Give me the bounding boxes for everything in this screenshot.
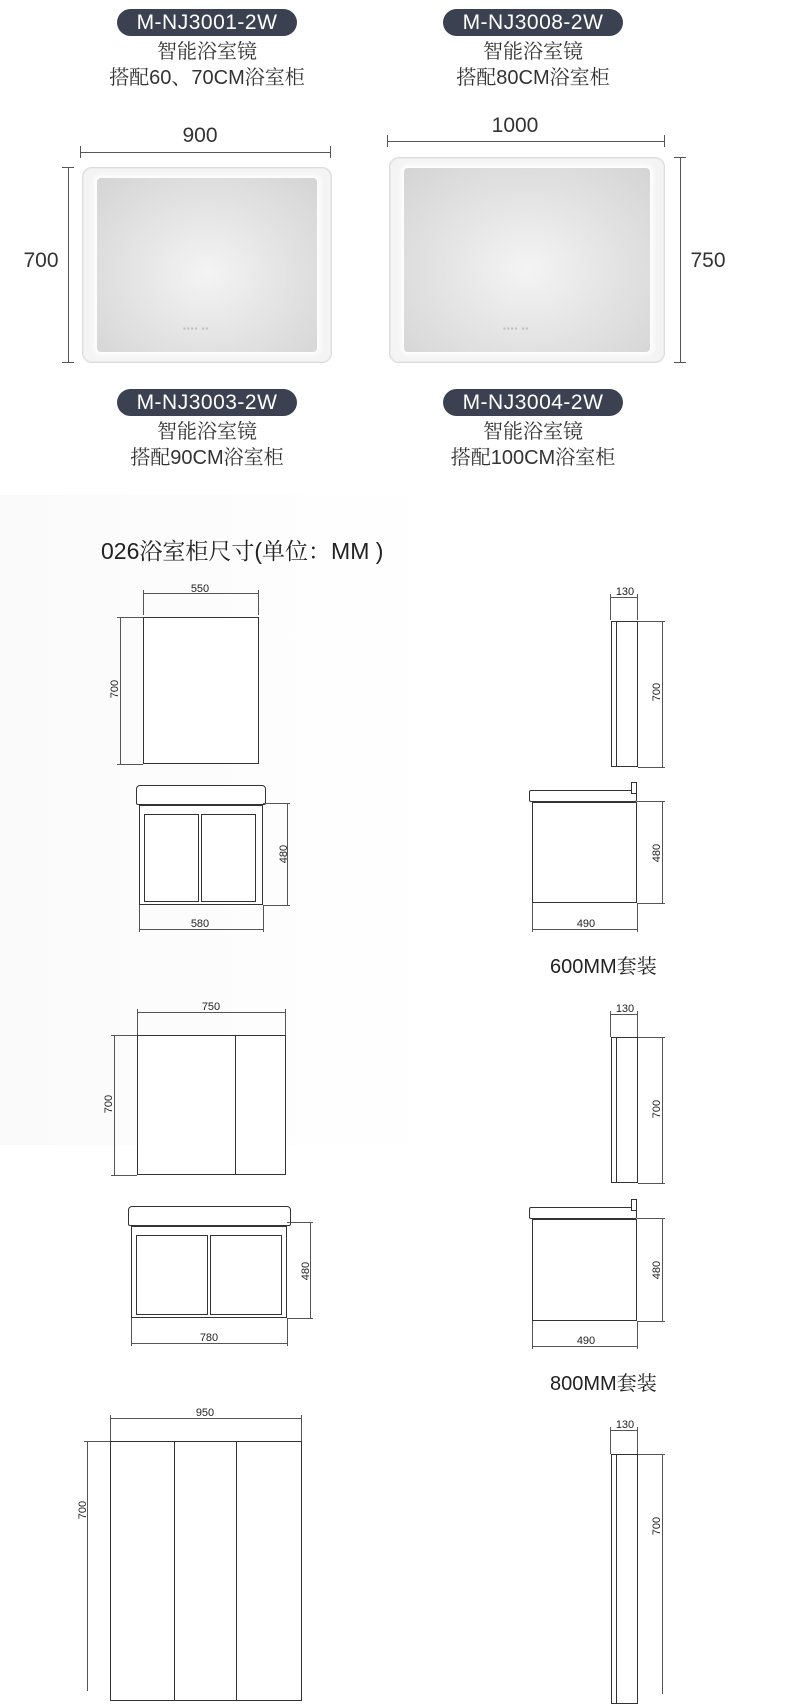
mirror-cabinet-side (611, 621, 638, 767)
dimension-line (111, 1175, 137, 1176)
dimension-line (87, 1441, 88, 1691)
cabinet-match: 搭配80CM浴室柜 (456, 67, 610, 89)
dimension-line (120, 617, 121, 764)
mirror-display-icon: ▪▪▪▪ ▪▪ (503, 324, 530, 333)
mirror-900 (82, 167, 332, 363)
dimension-line (263, 905, 290, 906)
dimension-line (610, 1427, 611, 1454)
dimension-line (637, 903, 665, 904)
basin-side (529, 1207, 637, 1219)
dimension-line (532, 903, 533, 932)
dimension-line (139, 905, 140, 932)
basin-top (128, 1206, 291, 1226)
model-badge: M-NJ3008-2W (443, 9, 623, 36)
dimension-label: 580 (190, 918, 210, 930)
dimension-line (637, 1321, 638, 1349)
base-cabinet-front (139, 805, 263, 905)
dimension-line (638, 1037, 665, 1038)
dimension-label: 700 (651, 682, 663, 702)
set-label: 800MM套装 (550, 1373, 657, 1395)
product-name: 智能浴室镜 (483, 41, 583, 63)
dimension-line (532, 929, 637, 930)
dimension-line (532, 1346, 637, 1347)
dimension-line (532, 1321, 533, 1349)
dimension-line (111, 1035, 137, 1036)
dimension-label: 480 (651, 843, 663, 863)
dimension-line (263, 803, 290, 804)
dimension-line (637, 801, 665, 802)
dimension-line (662, 621, 663, 767)
dimension-label: 750 (201, 1001, 221, 1013)
dimension-label: 480 (651, 1260, 663, 1280)
mirror-width-label: 1000 (491, 114, 539, 137)
dimension-line (637, 903, 638, 932)
base-cabinet-front (131, 1226, 287, 1318)
dimension-line (637, 1011, 638, 1037)
dimension-label: 780 (199, 1332, 219, 1344)
dimension-tick (62, 167, 74, 168)
dimension-label: 130 (615, 1419, 635, 1431)
cabinet-door (144, 814, 199, 902)
base-cabinet-side (532, 802, 637, 903)
dimension-line (137, 1009, 138, 1035)
dimension-line (287, 1318, 288, 1346)
dimension-line (610, 594, 611, 620)
product-name: 智能浴室镜 (483, 421, 583, 443)
model-badge: M-NJ3003-2W (117, 389, 297, 416)
dimension-line (638, 1454, 665, 1455)
mirror-display-icon: ▪▪▪▪ ▪▪ (183, 324, 210, 333)
dimension-line (258, 590, 259, 615)
dimension-line (287, 803, 288, 905)
mirror-width-label: 900 (182, 124, 218, 147)
dimension-tick (674, 362, 686, 363)
dimension-label: 490 (576, 1335, 596, 1347)
dimension-tick (387, 135, 388, 147)
dimension-tick (674, 157, 686, 158)
dimension-line (110, 1415, 111, 1441)
dimension-label: 700 (103, 1094, 115, 1114)
dimension-line (137, 1012, 285, 1013)
dimension-label: 550 (190, 583, 210, 595)
backsplash (631, 1199, 637, 1211)
dimension-line (84, 1441, 110, 1442)
dimension-line (610, 1011, 611, 1037)
model-badge: M-NJ3001-2W (117, 9, 297, 36)
dimension-line (68, 167, 69, 363)
dimension-label: 700 (77, 1500, 89, 1520)
dimension-line (662, 1037, 663, 1183)
mirror-cabinet-front (137, 1035, 286, 1175)
backsplash (631, 782, 637, 794)
dimension-line (131, 1343, 287, 1344)
dimension-line (263, 905, 264, 932)
dimension-label: 700 (651, 1099, 663, 1119)
dimension-line (387, 141, 664, 142)
dimension-line (114, 1035, 115, 1175)
model-badge: M-NJ3004-2W (443, 389, 623, 416)
dimension-line (287, 1318, 313, 1319)
dimension-line (117, 617, 143, 618)
dimension-line (637, 1218, 665, 1219)
dimension-line (143, 593, 258, 594)
dimension-line (610, 1430, 638, 1431)
dimension-tick (80, 146, 81, 158)
dimension-line (131, 1318, 132, 1346)
mirror-height-label: 750 (690, 249, 726, 272)
dimension-tick (62, 362, 74, 363)
cabinet-match: 搭配100CM浴室柜 (450, 447, 616, 469)
mirror-cabinet-front (110, 1441, 302, 1701)
mirror-height-label: 700 (23, 249, 59, 272)
dimension-tick (664, 135, 665, 147)
dimension-line (637, 1427, 638, 1454)
dimension-label: 950 (195, 1407, 215, 1419)
cabinet-door (201, 814, 256, 902)
dimension-line (638, 621, 665, 622)
dimension-line (662, 801, 663, 903)
set-label: 600MM套装 (550, 956, 657, 978)
dimension-label: 480 (278, 844, 290, 864)
mirror-cabinet-side (611, 1454, 638, 1704)
section-title: 026浴室柜尺寸(单位：MM ) (101, 538, 384, 564)
dimension-line (610, 1014, 638, 1015)
cabinet-door (136, 1235, 208, 1315)
mirror-cabinet-front (143, 617, 259, 764)
dimension-line (287, 1222, 313, 1223)
dimension-line (110, 1418, 301, 1419)
dimension-line (80, 152, 330, 153)
base-cabinet-side (532, 1219, 637, 1321)
dimension-label: 130 (615, 586, 635, 598)
dimension-line (662, 1218, 663, 1321)
mirror-1000 (389, 157, 665, 363)
product-name: 智能浴室镜 (157, 421, 257, 443)
dimension-line (285, 1009, 286, 1035)
dimension-line (637, 594, 638, 620)
dimension-label: 130 (615, 1003, 635, 1015)
dimension-line (310, 1222, 311, 1318)
cabinet-match: 搭配60、70CM浴室柜 (109, 67, 305, 89)
cabinet-match: 搭配90CM浴室柜 (130, 447, 284, 469)
dimension-line (610, 597, 638, 598)
dimension-tick (330, 146, 331, 158)
cabinet-door (210, 1235, 282, 1315)
dimension-line (301, 1415, 302, 1441)
dimension-line (143, 590, 144, 615)
dimension-line (117, 764, 143, 765)
dimension-line (638, 767, 665, 768)
mirror-cabinet-side (611, 1037, 638, 1183)
dimension-label: 490 (576, 918, 596, 930)
dimension-line (637, 1321, 665, 1322)
dimension-label: 480 (300, 1261, 312, 1281)
basin-top (136, 785, 266, 805)
basin-side (529, 790, 637, 802)
dimension-line (139, 929, 263, 930)
dimension-label: 700 (651, 1516, 663, 1536)
dimension-line (680, 157, 681, 363)
dimension-line (638, 1183, 665, 1184)
product-name: 智能浴室镜 (157, 41, 257, 63)
dimension-line (662, 1454, 663, 1694)
dimension-label: 700 (109, 679, 121, 699)
